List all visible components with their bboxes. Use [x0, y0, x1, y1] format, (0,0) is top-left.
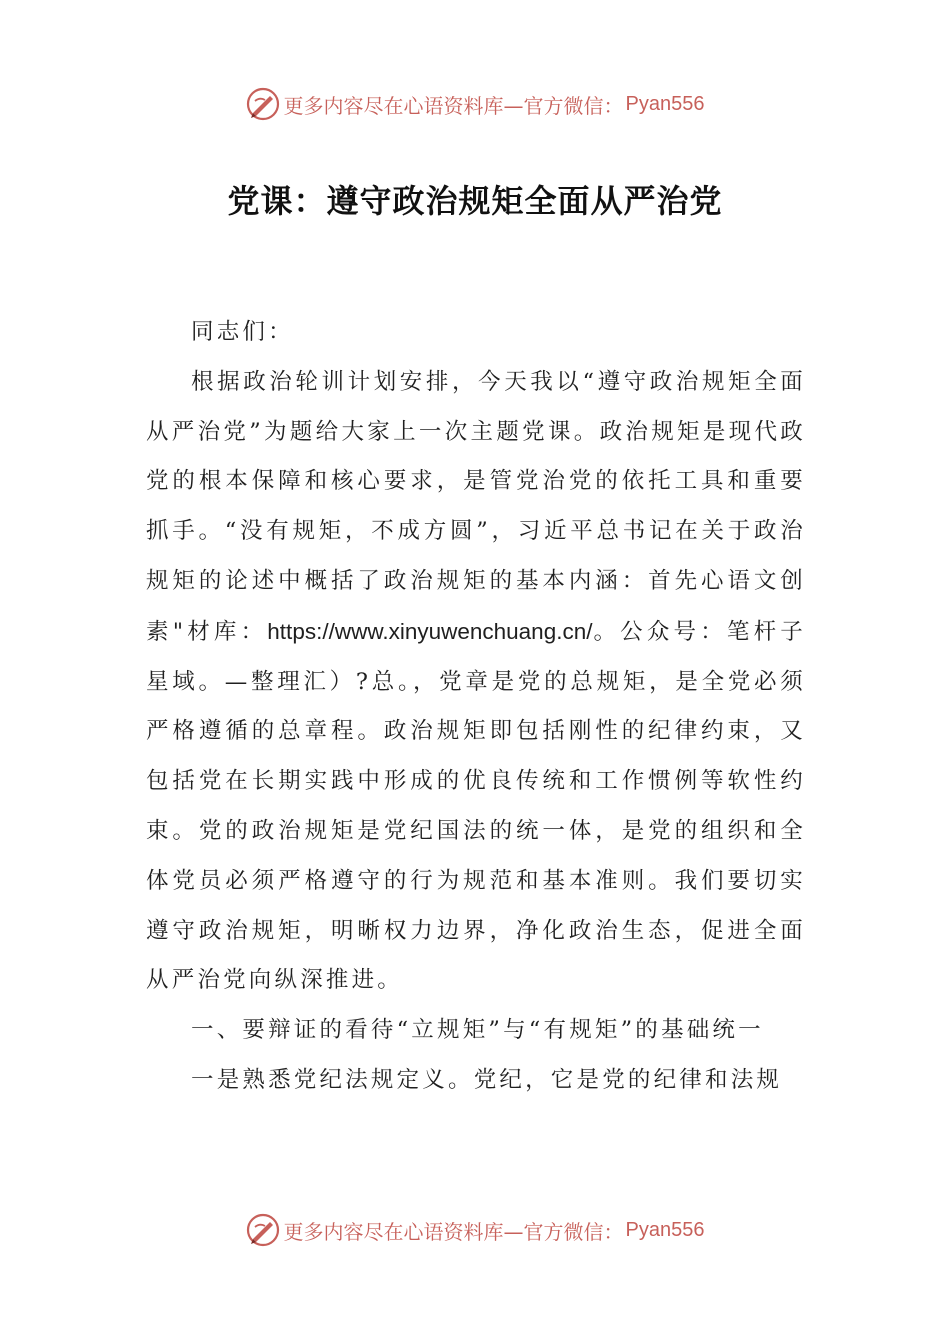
paragraph-intro-part2: 。公众号：笔杆子星域。—整理汇）?总。，党章是党的总规矩，是全党必须严格遵循的总章程。政治规矩即包括刚性的纪律约束，又包括党在长期实践中形成的优良传统和工作惯例等软性约束。党的政治规矩是党纪国法的统一体，是党的组织和全体党员必须严格遵守的行为规范和基本准则。我们要切实遵守政治规矩，明晰权力边界，净化政治生态，促进全面从严治党向纵深推进。 [146, 618, 806, 994]
source-url: https://www.xinyuwenchuang.cn/ [267, 618, 593, 644]
watermark-footer [0, 1210, 950, 1250]
document-body [146, 308, 806, 1106]
page-title: 党课：遵守政治规矩全面从严治党 [227, 182, 723, 220]
watermark-handle: Pyan556 [625, 1218, 705, 1241]
watermark-text: 更多内容尽在心语资料库—官方微信： [283, 1219, 624, 1244]
paragraph-intro-part1: 根据政治轮训计划安排，今天我以“遵守政治规矩全面从严治党”为题给大家上一次主题党课。政治规矩是现代政党的根本保障和核心要求，是管党治党的依托工具和重要抓手。“没有规矩，不成方圆”，习近平总书记在关于政治规矩的论述中概括了政治规矩的基本内涵：首先心语文创素"材库： [146, 368, 806, 645]
paragraph-2: 一是熟悉党纪法规定义。党纪，它是党的纪律和法规 [191, 1066, 783, 1093]
watermark-handle: Pyan556 [625, 92, 705, 115]
section-heading-1: 一、要辩证的看待“立规矩”与“有规矩”的基础统一 [191, 1017, 764, 1044]
watermark-text: 更多内容尽在心语资料库—官方微信： [283, 93, 624, 118]
pen-logo-icon [246, 87, 280, 121]
pen-logo-icon [246, 1213, 280, 1247]
greeting: 同志们： [191, 319, 294, 345]
watermark-header [0, 84, 950, 124]
paragraph-intro [146, 358, 806, 1006]
